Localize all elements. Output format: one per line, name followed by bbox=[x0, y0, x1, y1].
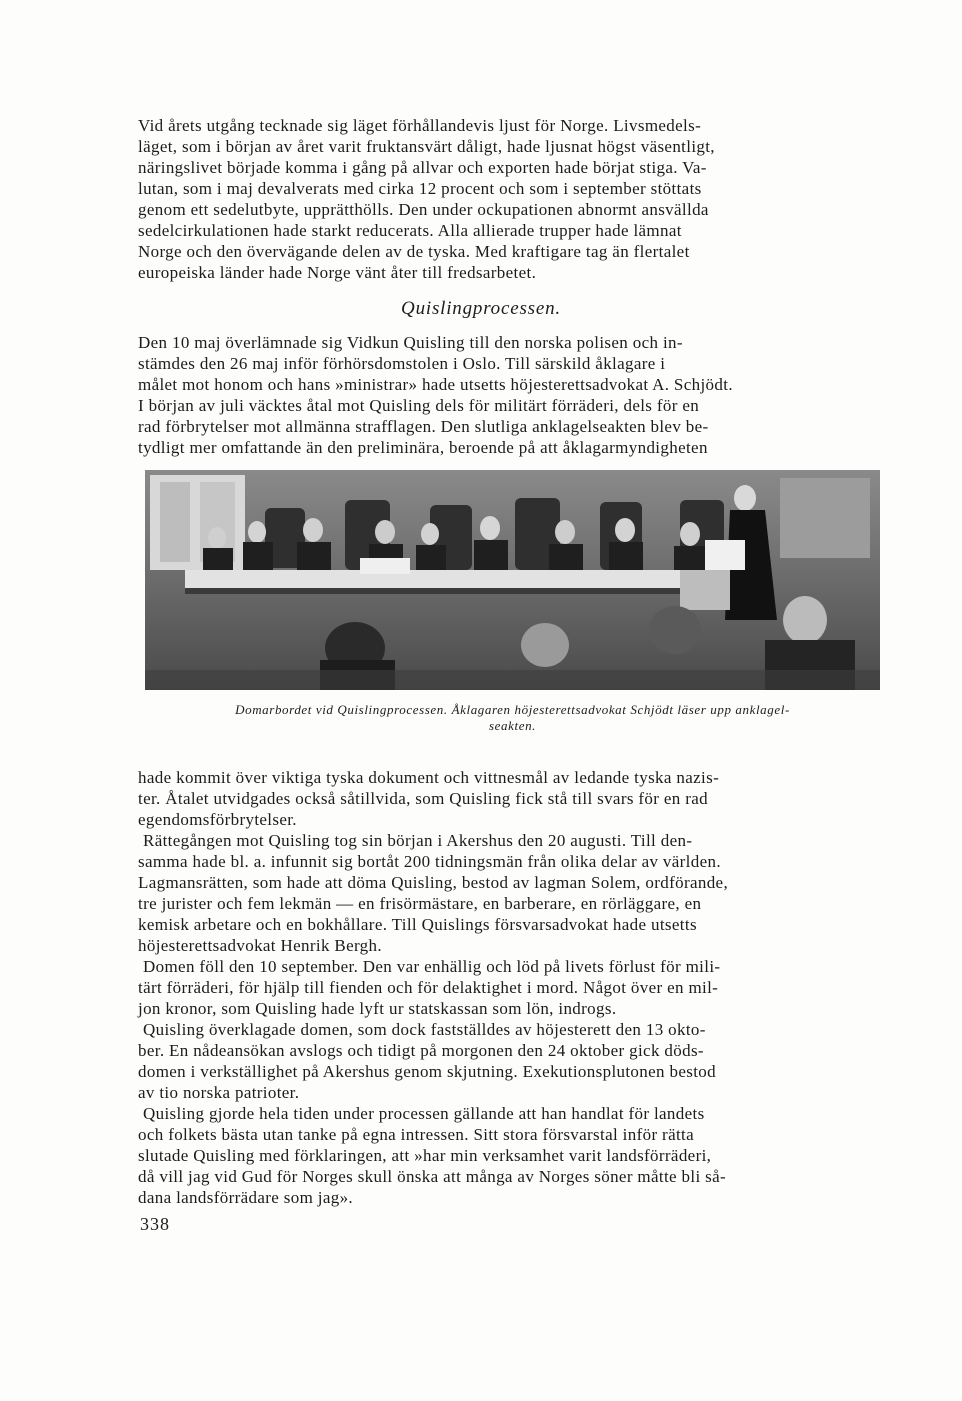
section-heading: Quislingprocessen. bbox=[401, 298, 561, 319]
photo-caption: Domarbordet vid Quislingprocessen. Åklagaren höjesterettsadvokat Schjödt läser upp anklagel- seakten. bbox=[235, 702, 790, 733]
continued-paragraph: Quisling överklagade domen, som dock fastställdes av höjesterett den 13 okto- ber. En nådeansökan avslogs och tidigt på morgonen den 24 oktober gick döds- domen i verkställighet på Akershus genom skjutning. Exekutionsplutonen bestod av tio norska patrioter. bbox=[138, 1020, 716, 1102]
section-body-top bbox=[138, 332, 887, 458]
section-paragraph: Den 10 maj överlämnade sig Vidkun Quisling till den norska polisen och in- stämdes den 26 maj inför förhörsdomstolen i Oslo. Till särskild åklagare i målet mot honom och hans »ministrar» hade utsetts höjesterettsadvokat A. Schjödt. I början av juli väcktes åtal mot Quisling dels för militärt förräderi, dels för en rad förbrytelser mot allmänna strafflagen. Den slutliga anklagelseakten blev be- tydligt mer omfattande än den preliminära, beroende på att åklagarmyndigheten bbox=[138, 333, 733, 457]
continued-paragraph: hade kommit över viktiga tyska dokument och vittnesmål av ledande tyska nazis- ter. Åtalet utvidgades också såtillvida, som Quisling fick stå till svars för en rad egendomsförbrytelser. bbox=[138, 768, 720, 829]
courtroom-photo bbox=[145, 470, 880, 690]
continued-paragraph: Quisling gjorde hela tiden under processen gällande att han handlat för landets och folkets bästa utan tanke på egna intressen. Sitt stora försvarstal inför rätta slutade Quisling med förklaringen, att »har min verksamhet varit landsförräderi, då vill jag vid Gud för Norges skull önska att många av Norges söner måtte bli så- dana landsförrädare som jag». bbox=[138, 1104, 727, 1207]
section-body-continued bbox=[138, 767, 887, 1208]
intro-paragraph: Vid årets utgång tecknade sig läget förhållandevis ljust för Norge. Livsmedels- läget, som i början av året varit fruktansvärt dåligt, hade ljusnat högst väsentligt, näringslivet började komma i gång på allvar och exporten hade börjat stiga. Va- lutan, som i maj devalverats med cirka 12 procent och som i september stöttats genom ett sedelutbyte, upprätthölls. Den under ockupationen abnormt ansvällda sedelcirkulationen hade starkt reducerats. Alla allierade trupper hade lämnat Norge och den övervägande delen av de tyska. Med kraftigare tag än flertalet europeiska länder hade Norge vänt åter till fredsarbetet. bbox=[138, 116, 715, 282]
courtroom-photo-image bbox=[145, 470, 880, 690]
intro-section bbox=[138, 115, 887, 283]
continued-paragraph: Domen föll den 10 september. Den var enhällig och löd på livets förlust för mili- tärt förräderi, för hjälp till fienden och för delaktighet i mord. Något över en mil- jon kronor, som Quisling hade lyft ur statskassan som lön, indrogs. bbox=[138, 957, 721, 1018]
continued-paragraph: Rättegången mot Quisling tog sin början i Akershus den 20 augusti. Till den- samma hade bl. a. infunnit sig bortåt 200 tidningsmän från olika delar av världen. Lagmansrätten, som hade att döma Quisling, bestod av lagman Solem, ordförande, tre jurister och fem lekmän — en frisörmästare, en barberare, en rörläggare, en kemisk arbetare och en bokhållare. Till Quislings försvarsadvokat hade utsetts höjesterettsadvokat Henrik Bergh. bbox=[138, 831, 729, 955]
page-number: 338 bbox=[140, 1214, 170, 1234]
